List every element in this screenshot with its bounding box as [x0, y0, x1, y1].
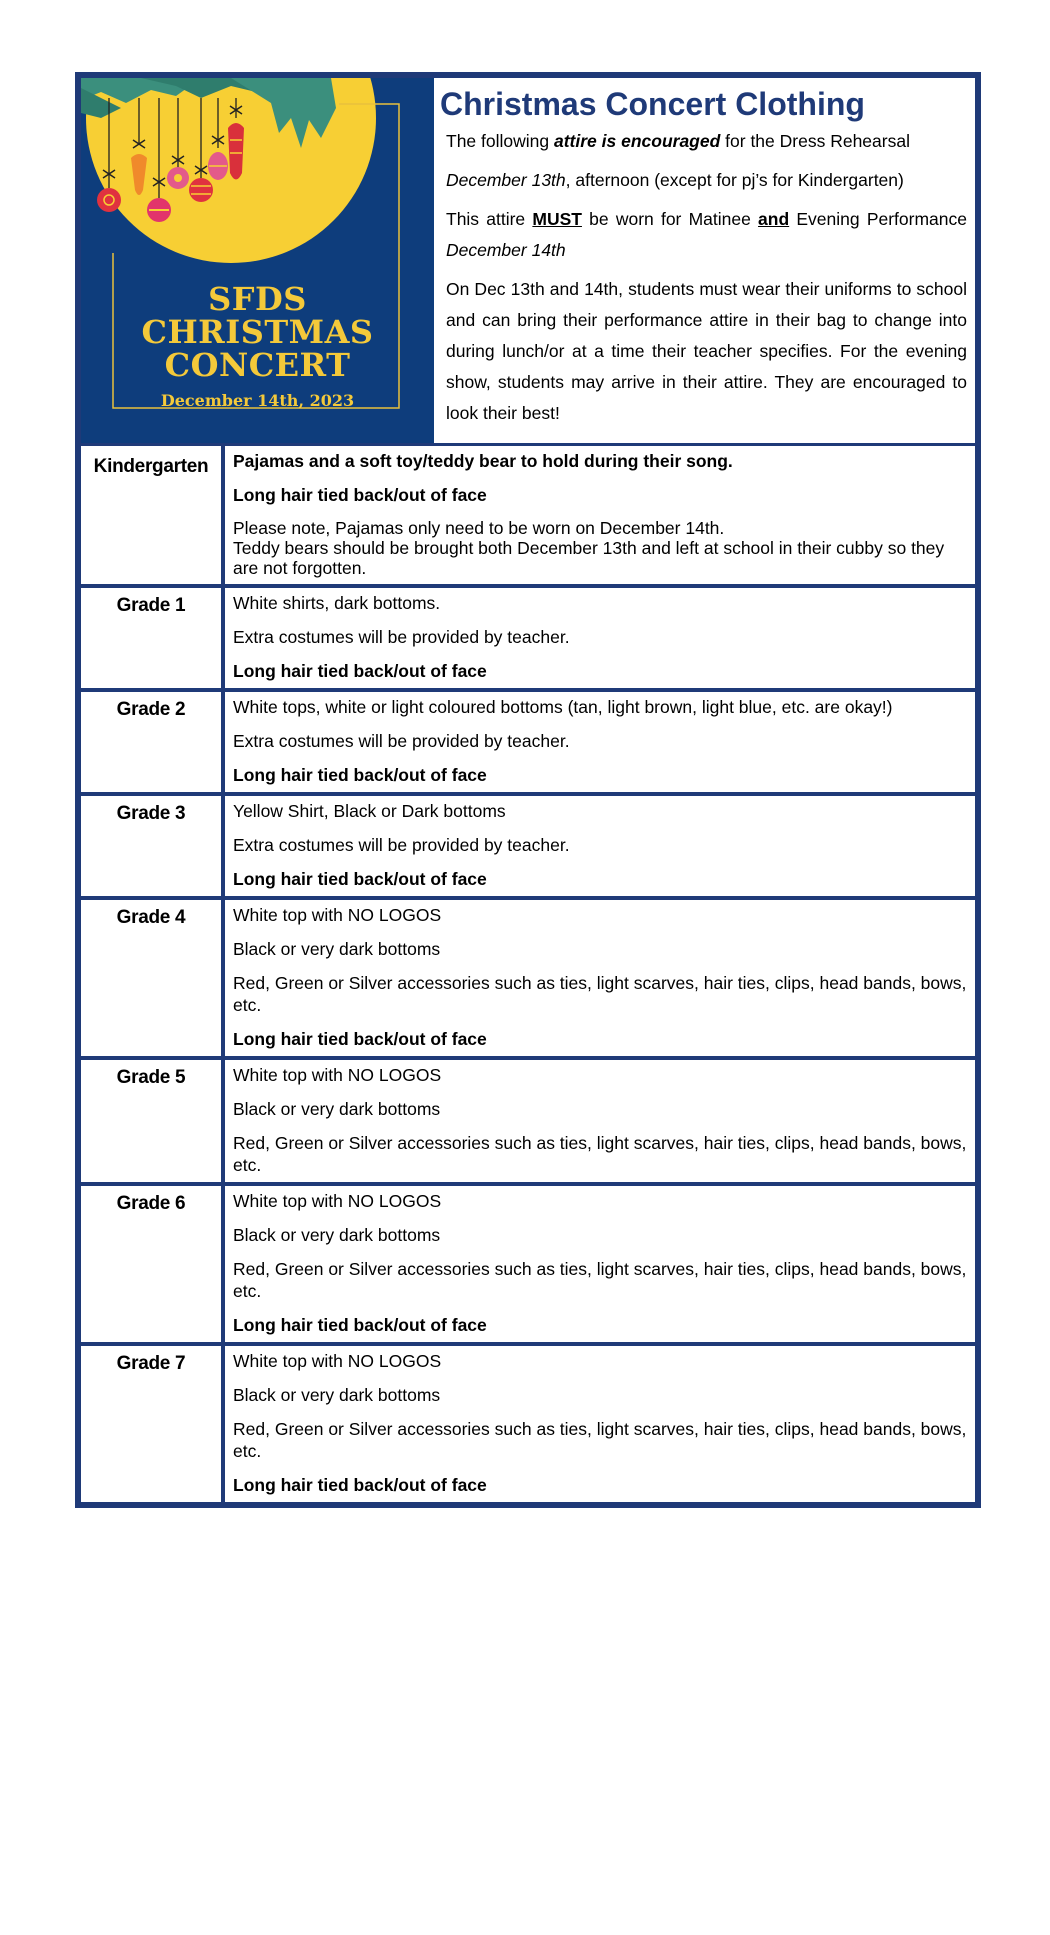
intro-p3-mid: be worn for Matinee [581, 209, 759, 229]
page-title: Christmas Concert Clothing [440, 86, 865, 122]
hair-note: Long hair tied back/out of face [233, 661, 487, 681]
hair-note: Long hair tied back/out of face [233, 765, 487, 785]
table-row [81, 1186, 975, 1346]
attire-details [225, 1060, 975, 1186]
attire-line: White top with NO LOGOS [233, 1065, 442, 1085]
attire-details [225, 796, 975, 900]
and-emphasis: and [758, 209, 790, 229]
attire-details [225, 1346, 975, 1502]
attire-line: White top with NO LOGOS [233, 1351, 442, 1371]
hair-note: Long hair tied back/out of face [233, 1315, 487, 1335]
poster-date: December 14th, 2023 [160, 391, 355, 410]
table-row [81, 692, 975, 796]
attire-line: Red, Green or Silver accessories such as ties, light scarves, hair ties, clips, head bands, bows, etc. [233, 1133, 967, 1175]
table-row [81, 1060, 975, 1186]
table-row [81, 1346, 975, 1502]
attire-table [81, 443, 975, 1502]
document-frame [75, 72, 981, 1508]
attire-line: White shirts, dark bottoms. [233, 593, 441, 613]
teddy-note: Teddy bears should be brought both December 13th and left at school in their cubby so they are not forgotten. [233, 538, 945, 578]
grade-label: Grade 1 [81, 588, 225, 692]
attire-details [225, 1186, 975, 1346]
rehearsal-date: December 13th [446, 170, 566, 190]
hair-note: Long hair tied back/out of face [233, 1029, 487, 1049]
poster-title-line-3: CONCERT [164, 346, 351, 384]
grade-label: Grade 3 [81, 796, 225, 900]
intro-paragraph-1 [446, 126, 967, 157]
attire-line: Extra costumes will be provided by teacher. [233, 627, 570, 647]
intro-paragraph-2 [446, 165, 967, 196]
attire-line: Black or very dark bottoms [233, 1225, 441, 1245]
attire-line: White top with NO LOGOS [233, 905, 442, 925]
intro-paragraph-4: On Dec 13th and 14th, students must wear their uniforms to school and can bring their performance attire in their bag to change into during lunch/or at a time their teacher specifies. For the evening show, students may arrive in their attire. They are encouraged to look their best! [446, 279, 967, 423]
grade-label: Kindergarten [81, 446, 225, 588]
attire-note [233, 518, 969, 578]
attire-line: Pajamas and a soft toy/teddy bear to hold during their song. [233, 451, 733, 471]
attire-details [225, 692, 975, 796]
hair-note: Long hair tied back/out of face [233, 1475, 487, 1495]
must-emphasis: MUST [532, 209, 582, 229]
intro-p1-tail: for the Dress Rehearsal [720, 131, 910, 151]
intro-text [434, 78, 975, 443]
table-row [81, 900, 975, 1060]
table-row [81, 796, 975, 900]
attire-line: White top with NO LOGOS [233, 1191, 442, 1211]
grade-label: Grade 4 [81, 900, 225, 1060]
concert-poster [81, 78, 434, 443]
intro-p1-emphasis: attire is encouraged [553, 131, 721, 151]
grade-label: Grade 2 [81, 692, 225, 796]
table-row [81, 446, 975, 588]
intro-p3-tail: Evening Performance [789, 209, 967, 229]
intro-paragraph-3 [446, 204, 967, 266]
attire-line: Extra costumes will be provided by teacher. [233, 731, 570, 751]
poster-title-line-1: SFDS [208, 280, 307, 318]
intro-p2-tail: , afternoon (except for pj’s for Kindergarten) [565, 170, 904, 190]
hair-note: Long hair tied back/out of face [233, 869, 487, 889]
ornament-illustration [81, 78, 434, 443]
grade-label: Grade 5 [81, 1060, 225, 1186]
attire-line: Red, Green or Silver accessories such as ties, light scarves, hair ties, clips, head bands, bows, etc. [233, 1419, 967, 1461]
attire-line: Black or very dark bottoms [233, 939, 441, 959]
grade-label: Grade 7 [81, 1346, 225, 1502]
header-section [81, 78, 975, 443]
attire-line: Black or very dark bottoms [233, 1385, 441, 1405]
attire-details [225, 900, 975, 1060]
attire-line: Red, Green or Silver accessories such as ties, light scarves, hair ties, clips, head bands, bows, etc. [233, 973, 967, 1015]
attire-line: Extra costumes will be provided by teacher. [233, 835, 570, 855]
attire-details [225, 588, 975, 692]
attire-line: Red, Green or Silver accessories such as ties, light scarves, hair ties, clips, head bands, bows, etc. [233, 1259, 967, 1301]
table-row [81, 588, 975, 692]
attire-line: Yellow Shirt, Black or Dark bottoms [233, 801, 506, 821]
poster-title-line-2: CHRISTMAS [141, 313, 374, 351]
grade-label: Grade 6 [81, 1186, 225, 1346]
attire-line: Black or very dark bottoms [233, 1099, 441, 1119]
attire-line: White tops, white or light coloured bottoms (tan, light brown, light blue, etc. are okay!) [233, 697, 893, 717]
intro-p3-text: This attire [446, 209, 533, 229]
hair-note: Long hair tied back/out of face [233, 485, 487, 505]
pajama-note: Please note, Pajamas only need to be worn on December 14th. [233, 518, 725, 538]
intro-p1-text: The following [446, 131, 554, 151]
attire-details [225, 446, 975, 588]
performance-date: December 14th [446, 240, 566, 260]
